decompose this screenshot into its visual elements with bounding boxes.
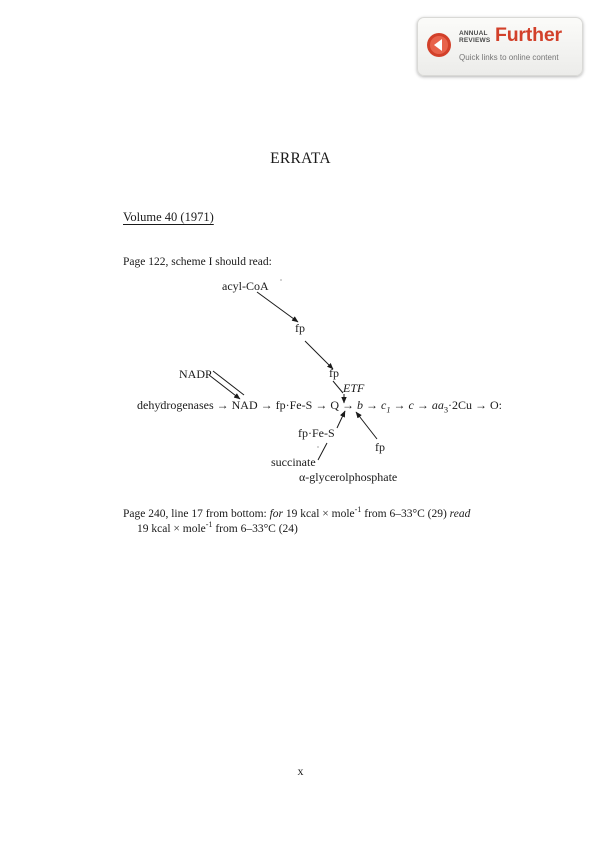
arrow-fpfes-to-q xyxy=(337,411,345,428)
volume-heading: Volume 40 (1971) xyxy=(123,210,214,224)
label-c1: $c_1$ xyxy=(380,398,391,415)
label-b: b xyxy=(356,398,363,412)
label-glycerolphosphate: α-glycerolphosphate xyxy=(299,470,398,484)
label-fp-upper: fp xyxy=(295,321,305,335)
arrow-acylcoa-to-fp xyxy=(257,292,298,322)
label-q: Q xyxy=(330,398,339,412)
label-fp-mid: fp xyxy=(329,366,339,380)
page-number: x xyxy=(297,764,304,778)
reviews-label: REVIEWS xyxy=(459,37,491,44)
label-fp-right: fp xyxy=(375,440,385,454)
annual-label: ANNUAL xyxy=(459,30,488,37)
label-nadp: NADP xyxy=(179,367,212,381)
label-nad: NAD xyxy=(231,398,258,412)
speck-mark xyxy=(280,279,281,280)
arrow-nadp-to-nad-1 xyxy=(209,375,240,399)
further-brand: Further xyxy=(495,24,562,46)
label-fp-fes-lower: fp·Fe-S xyxy=(298,426,335,440)
label-etf: ETF xyxy=(343,381,365,395)
errata-item-1-intro: Page 122, scheme I should read: xyxy=(123,256,272,268)
arrow-nadp-to-nad-2 xyxy=(213,371,244,395)
arrow-fp-right-to-q xyxy=(356,412,377,439)
line-succinate-to-fpfes xyxy=(318,443,327,460)
label-acyl-coa: acyl-CoA xyxy=(222,279,269,293)
label-oxygen: O: xyxy=(490,398,503,412)
label-dehydrogenases: dehydrogenases xyxy=(137,398,214,412)
badge-tagline: Quick links to online content xyxy=(459,53,559,62)
electron-chain-row: dehydrogenases → NAD → $fp\cdot Fe-S \to Q \to b \to c_1 \to c \to aa_3\cdot 2Cu \to O$: xyxy=(137,398,503,415)
label-c: c xyxy=(408,398,414,412)
label-fp-fes: fp·Fe-S xyxy=(275,398,313,412)
page-title: ERRATA xyxy=(270,150,331,167)
arrow-fp-to-fp xyxy=(305,341,333,369)
line-fp-to-etf xyxy=(333,381,343,393)
errata-item-2-line1: Page 240, line 17 from bottom: for 19 kcal × mole$^{-1}$ from 6–33°C (29) read xyxy=(123,505,471,520)
errata-item-2-line2: 19 kcal × mole$^{-1}$ from 6–33°C (24) xyxy=(137,520,298,535)
label-succinate: succinate xyxy=(271,455,316,469)
label-aa3-2cu: $aa_3\cdot 2Cu$ xyxy=(431,398,473,415)
speck-mark xyxy=(317,446,318,447)
